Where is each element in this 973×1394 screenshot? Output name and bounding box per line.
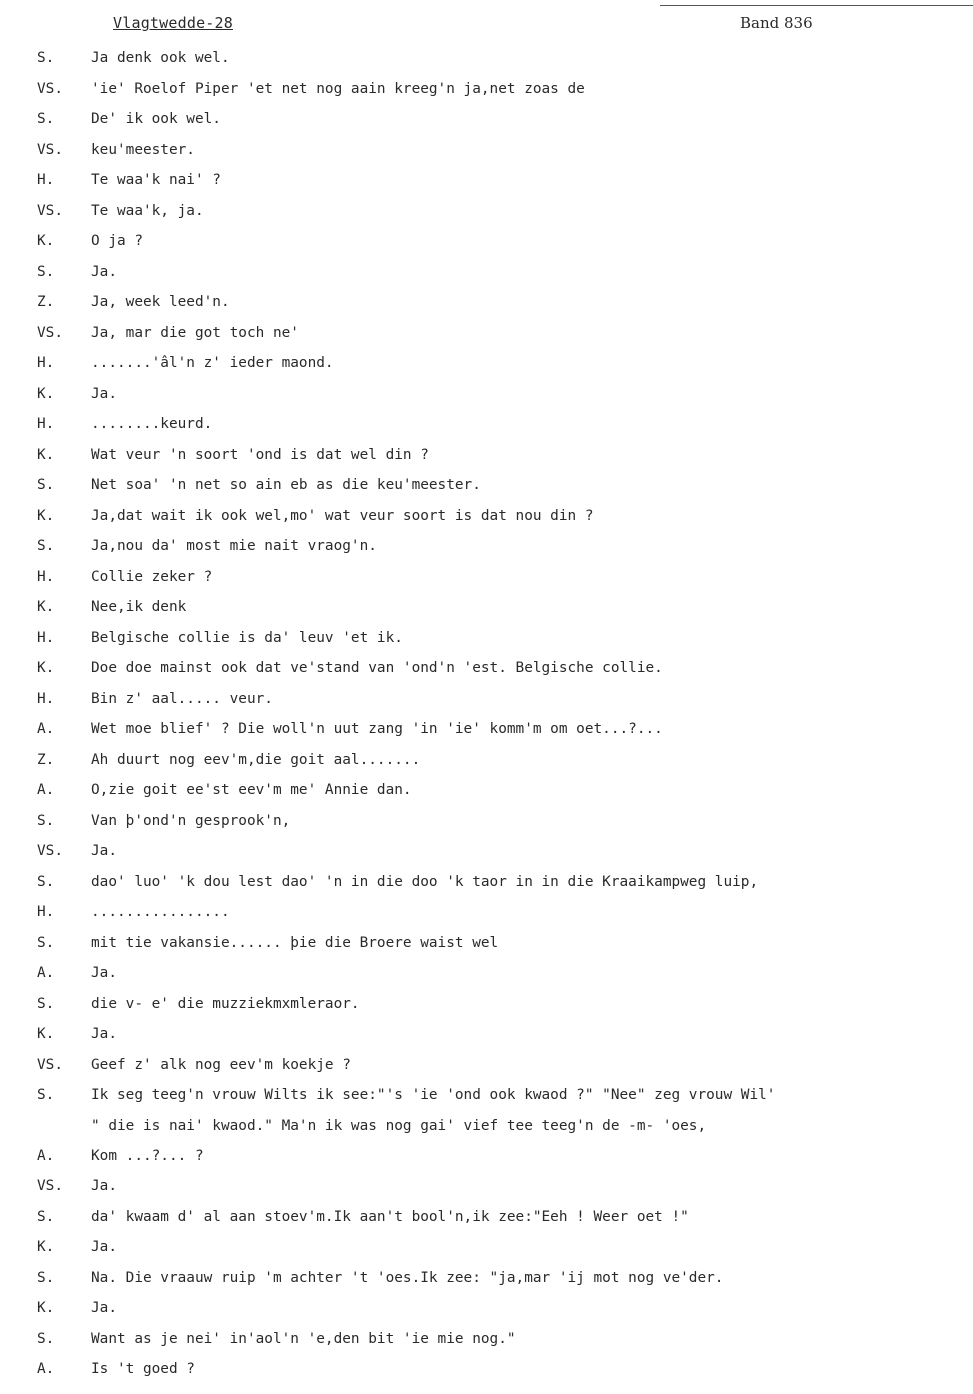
speaker-label: S. — [37, 50, 55, 66]
transcript-line — [0, 562, 973, 593]
speaker-label: H. — [37, 416, 55, 432]
speaker-label: S. — [37, 1208, 55, 1225]
utterance-text: die v- e' die muzziekmxmleraor. — [91, 995, 360, 1012]
transcript-line — [0, 714, 973, 745]
transcript-line — [0, 958, 973, 989]
transcript-line — [0, 897, 973, 928]
speaker-label: VS. — [37, 1056, 63, 1073]
transcript-line — [0, 1019, 973, 1050]
transcript-line — [0, 531, 973, 562]
transcript-line — [0, 257, 973, 288]
speaker-label: H. — [37, 690, 55, 707]
speaker-label: S. — [37, 263, 55, 280]
transcript-line — [0, 806, 973, 837]
speaker-label: VS. — [37, 324, 63, 341]
transcript-line — [0, 623, 973, 654]
utterance-text: Ik seg teeg'n vrouw Wilts ik see:"'s 'ie 'ond ook kwaod ?" "Nee" zeg vrouw Wil' — [91, 1087, 776, 1103]
utterance-text: Kom ...?... ? — [91, 1147, 204, 1164]
transcript-line — [0, 470, 973, 501]
speaker-label: H. — [37, 629, 55, 646]
utterance-text: Is 't goed ? — [91, 1361, 195, 1377]
utterance-text: Wet moe blief' ? Die woll'n uut zang 'in 'ie' komm'm om oet...?... — [91, 721, 663, 737]
utterance-text: Want as je nei' in'aol'n 'e,den bit 'ie mie nog." — [91, 1330, 516, 1347]
transcript-line — [0, 836, 973, 867]
utterance-text: Geef z' alk nog eev'm koekje ? — [91, 1056, 351, 1073]
transcript-line — [0, 226, 973, 257]
utterance-text: O ja ? — [91, 233, 143, 249]
speaker-label: S. — [37, 873, 55, 890]
speaker-label: A. — [37, 1361, 55, 1377]
speaker-label: S. — [37, 477, 55, 493]
speaker-label: Z. — [37, 294, 55, 310]
utterance-text: Ah duurt nog eev'm,die goit aal....... — [91, 751, 421, 768]
speaker-label: VS. — [37, 1178, 63, 1194]
speaker-label: K. — [37, 233, 55, 249]
speaker-label: VS. — [37, 202, 63, 219]
speaker-label: S. — [37, 1269, 55, 1286]
transcript-line — [0, 928, 973, 959]
utterance-text: .......'âl'n z' ieder maond. — [91, 355, 334, 371]
transcript-line — [0, 196, 973, 227]
transcript-line — [0, 1263, 973, 1294]
speaker-label: H. — [37, 172, 55, 188]
transcript-line — [0, 135, 973, 166]
utterance-text: Ja denk ook wel. — [91, 50, 230, 66]
transcript-line — [0, 43, 973, 74]
speaker-label: K. — [37, 660, 55, 676]
transcript-line — [0, 318, 973, 349]
speaker-label: S. — [37, 111, 55, 127]
transcript-line — [0, 348, 973, 379]
transcript-line — [0, 592, 973, 623]
transcript-line — [0, 1202, 973, 1233]
utterance-text: Ja, mar die got toch ne' — [91, 324, 299, 341]
transcript-line — [0, 287, 973, 318]
utterance-text: Ja. — [91, 843, 117, 859]
utterance-text: Ja. — [91, 1239, 117, 1255]
speaker-label: H. — [37, 355, 55, 371]
transcript-line — [0, 684, 973, 715]
speaker-label: K. — [37, 507, 55, 524]
speaker-label: A. — [37, 965, 55, 981]
utterance-text: Te waa'k nai' ? — [91, 172, 221, 188]
utterance-text: Nee,ik denk — [91, 599, 187, 615]
speaker-label: S. — [37, 1330, 55, 1347]
transcript-line — [0, 379, 973, 410]
speaker-label: K. — [37, 1026, 55, 1042]
utterance-text: Ja. — [91, 1300, 117, 1316]
speaker-label: H. — [37, 904, 55, 920]
transcript-line — [0, 1171, 973, 1202]
utterance-text: Ja. — [91, 965, 117, 981]
transcript-line — [0, 867, 973, 898]
speaker-label: A. — [37, 782, 55, 798]
speaker-label: S. — [37, 995, 55, 1012]
utterance-text: Collie zeker ? — [91, 568, 213, 585]
utterance-text: Na. Die vraauw ruip 'm achter 't 'oes.Ik zee: "ja,mar 'ij mot nog ve'der. — [91, 1269, 724, 1286]
speaker-label: H. — [37, 568, 55, 585]
utterance-text: Ja, week leed'n. — [91, 294, 230, 310]
transcript-line — [0, 1111, 973, 1141]
transcript-line — [0, 104, 973, 135]
transcript-line — [0, 775, 973, 806]
transcript-line — [0, 1080, 973, 1111]
speaker-label: S. — [37, 538, 55, 554]
speaker-label: K. — [37, 599, 55, 615]
utterance-text: Doe doe mainst ook dat ve'stand van 'ond'n 'est. Belgische collie. — [91, 660, 663, 676]
speaker-label: A. — [37, 1147, 55, 1164]
transcript-line — [0, 1141, 973, 1172]
utterance-text: De' ik ook wel. — [91, 111, 221, 127]
speaker-label: VS. — [37, 80, 63, 97]
utterance-text: Ja. — [91, 385, 117, 402]
top-rule — [660, 5, 973, 6]
utterance-text: Ja. — [91, 263, 117, 280]
utterance-text: dao' luo' 'k dou lest dao' 'n in die doo 'k taor in in die Kraaikampweg luip, — [91, 873, 759, 890]
utterance-text: Ja. — [91, 1026, 117, 1042]
utterance-text: Ja,nou da' most mie nait vraog'n. — [91, 538, 377, 554]
transcript-line — [0, 409, 973, 440]
transcript-line — [0, 1232, 973, 1263]
transcript-line — [0, 1324, 973, 1355]
utterance-text: Te waa'k, ja. — [91, 202, 204, 219]
transcript-line — [0, 745, 973, 776]
speaker-label: S. — [37, 812, 55, 829]
transcript-line — [0, 74, 973, 105]
utterance-text: O,zie goit ee'st eev'm me' Annie dan. — [91, 782, 412, 798]
utterance-text: Net soa' 'n net so ain eb as die keu'meester. — [91, 477, 481, 493]
utterance-text: 'ie' Roelof Piper 'et net nog aain kreeg'n ja,net zoas de — [91, 80, 585, 97]
utterance-text: Belgische collie is da' leuv 'et ik. — [91, 629, 403, 646]
speaker-label: K. — [37, 385, 55, 402]
speaker-label: S. — [37, 1087, 55, 1103]
transcript-line — [0, 989, 973, 1020]
utterance-text: Ja,dat wait ik ook wel,mo' wat veur soort is dat nou din ? — [91, 507, 594, 524]
utterance-text: ........keurd. — [91, 416, 213, 432]
utterance-text: mit tie vakansie...... þie die Broere waist wel — [91, 934, 499, 951]
document-title: Vlagtwedde-28 — [113, 14, 233, 32]
speaker-label: S. — [37, 934, 55, 951]
speaker-label: A. — [37, 721, 55, 737]
utterance-text: da' kwaam d' al aan stoev'm.Ik aan't bool'n,ik zee:"Eeh ! Weer oet !" — [91, 1208, 689, 1225]
transcript-line — [0, 501, 973, 532]
utterance-text: ................ — [91, 904, 230, 920]
speaker-label: VS. — [37, 141, 63, 158]
transcript-line — [0, 653, 973, 684]
speaker-label: K. — [37, 446, 55, 463]
transcript-line — [0, 1293, 973, 1324]
speaker-label: K. — [37, 1300, 55, 1316]
utterance-text: Ja. — [91, 1178, 117, 1194]
speaker-label: VS. — [37, 843, 63, 859]
transcript-line — [0, 1050, 973, 1081]
utterance-text: Bin z' aal..... veur. — [91, 690, 273, 707]
transcript-lines — [0, 43, 973, 1385]
transcript-line — [0, 165, 973, 196]
transcript-line — [0, 1354, 973, 1385]
utterance-text: " die is nai' kwaod." Ma'n ik was nog gai' vief tee teeg'n de -m- 'oes, — [91, 1117, 707, 1134]
band-number: Band 836 — [740, 14, 813, 32]
speaker-label: K. — [37, 1239, 55, 1255]
speaker-label: Z. — [37, 751, 55, 768]
utterance-text: Van þ'ond'n gesprook'n, — [91, 812, 291, 829]
transcript-line — [0, 440, 973, 471]
utterance-text: Wat veur 'n soort 'ond is dat wel din ? — [91, 446, 429, 463]
utterance-text: keu'meester. — [91, 141, 195, 158]
